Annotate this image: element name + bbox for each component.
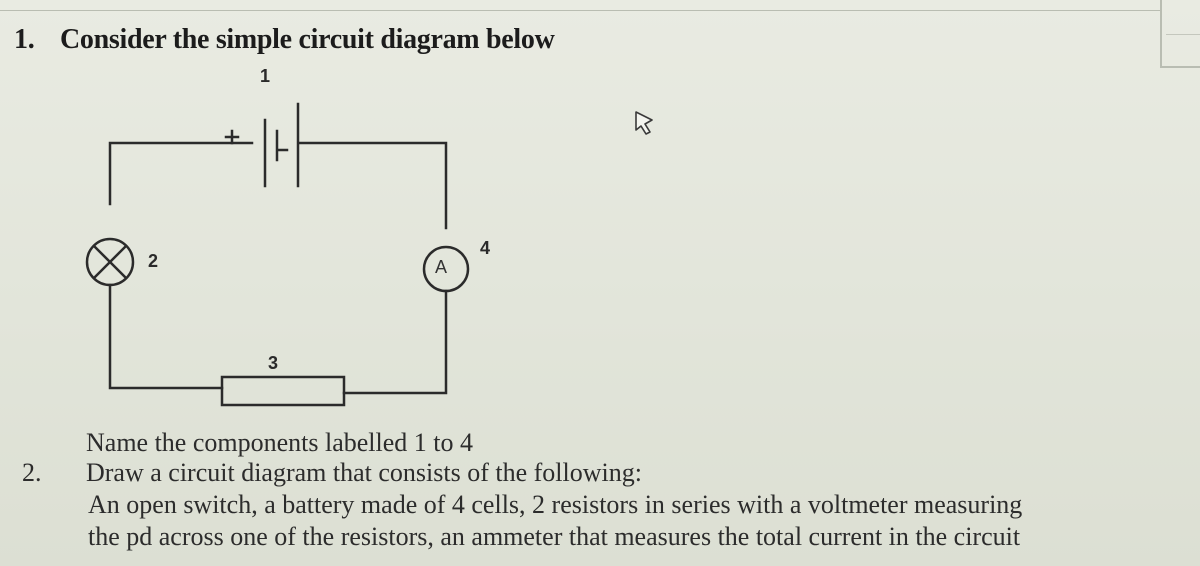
question-2-text: Draw a circuit diagram that consists of the following: <box>86 458 642 487</box>
instruction-text: Name the components labelled 1 to 4 <box>86 428 474 457</box>
battery-cell-icon <box>226 104 298 186</box>
wire-right-bottom <box>344 291 446 393</box>
question-2 <box>22 458 642 488</box>
question-1-number: 1. <box>14 24 35 55</box>
wire-top-left <box>110 143 252 204</box>
label-4: 4 <box>480 238 491 258</box>
resistor-icon <box>222 377 344 405</box>
label-1: 1 <box>260 66 271 86</box>
label-2: 2 <box>148 251 159 271</box>
ammeter-letter: A <box>435 257 448 277</box>
question-2-detail-2: the pd across one of the resistors, an ammeter that measures the total current in the circuit <box>88 522 1021 551</box>
mouse-cursor-icon <box>636 112 652 134</box>
label-3: 3 <box>268 353 279 373</box>
question-2-detail-1: An open switch, a battery made of 4 cells, 2 resistors in series with a voltmeter measuring <box>88 490 1023 519</box>
question-1-text: Consider the simple circuit diagram below <box>60 24 555 55</box>
wire-top-right <box>299 143 446 228</box>
lamp-icon <box>87 239 133 285</box>
wire-left-bottom <box>110 285 222 388</box>
question-2-number: 2. <box>22 458 42 487</box>
